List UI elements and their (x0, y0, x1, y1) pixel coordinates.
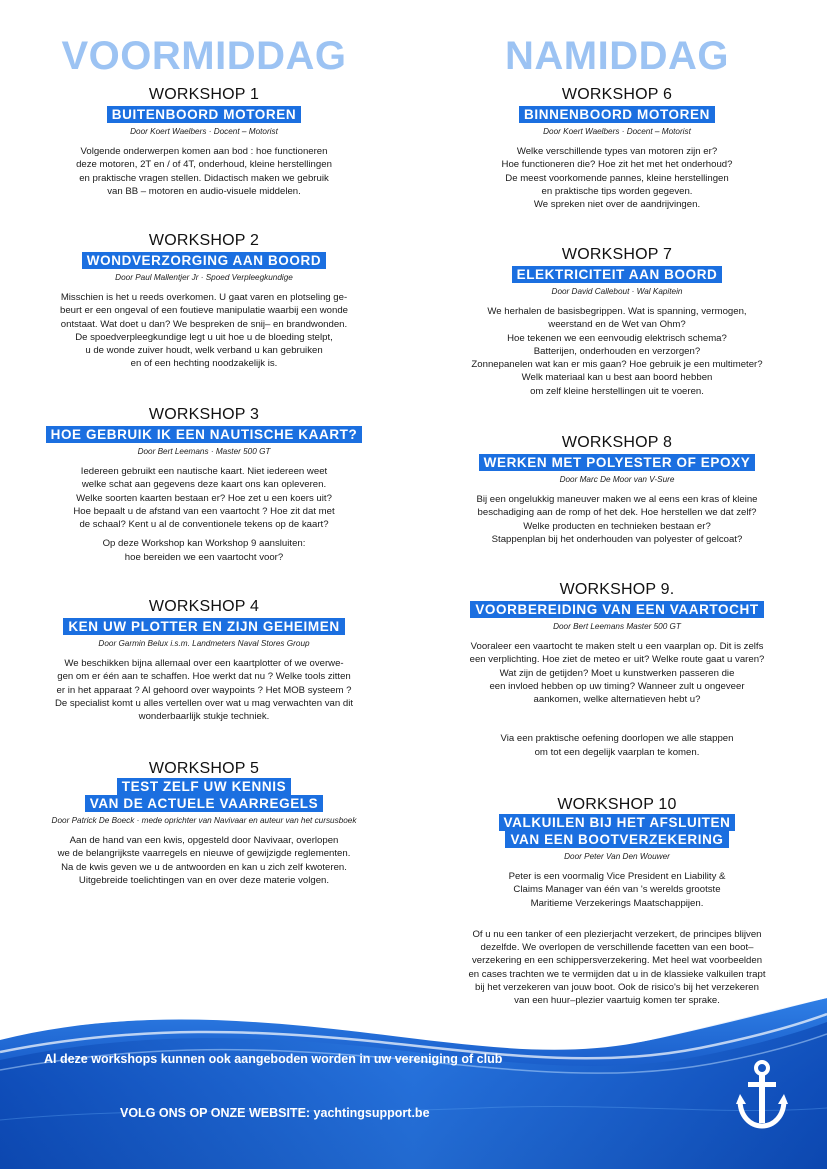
workshop-presenter: Door Paul Mallentjer Jr · Spoed Verpleegkundige (115, 273, 293, 282)
workshop-presenter: Door Koert Waelbers · Docent – Motorist (130, 127, 278, 136)
workshop-description: Volgende onderwerpen komen aan bod : hoe functioneren deze motoren, 2T en / of 4T, onderhoud, kleine herstellingen en praktische vragen stellen. Didactisch maken we gebruik van BB – motoren en audio-visuele middelen. (76, 146, 332, 197)
workshop-title: WORKSHOP 6 (561, 86, 673, 103)
workshop-description: We herhalen de basisbegrippen. Wat is spanning, vermogen, weerstand en de Wet van Ohm? Hoe tekenen we een eenvoudig elektrisch schema? Batterijen, onderhouden en verzorgen? Zonnepanelen wat kan er mis gaan? Hoe gebruik je een multimeter? Welk materiaal kan u best aan boord hebben om zelf kleine herstellingen uit te voeren. (471, 306, 763, 397)
workshop-description: Bij een ongelukkig maneuver maken we al eens een kras of kleine beschadiging aan de romp of het dek. Hoe herstellen we dat zelf? Welke producten en technieken bestaan er? Stappenplan bij het onderhouden van polyester of gelcoat? (476, 494, 758, 545)
anchor-icon (736, 1060, 788, 1132)
workshop-title: WORKSHOP 7 (561, 246, 673, 263)
workshop-title: WORKSHOP 8 (561, 434, 673, 451)
column-heading: NAMIDDAG (505, 34, 729, 78)
footer-website[interactable]: VOLG ONS OP ONZE WEBSITE: yachtingsupport.be (120, 1106, 430, 1120)
workshop-presenter: Door Marc De Moor van V-Sure (559, 475, 675, 484)
workshop-title: WORKSHOP 9. (559, 581, 675, 598)
workshop-presenter: Door Bert Leemans Master 500 GT (553, 622, 681, 631)
workshop-title: WORKSHOP 1 (148, 86, 260, 103)
workshop-6 (427, 86, 807, 211)
workshop-title: WORKSHOP 3 (148, 406, 260, 423)
footer-note: Al deze workshops kunnen ook aangeboden worden in uw vereniging of club (44, 1052, 503, 1066)
workshop-2 (14, 232, 394, 371)
workshop-subtitle (14, 778, 394, 812)
workshop-presenter: Door Bert Leemans · Master 500 GT (137, 447, 271, 456)
workshop-description: Aan de hand van een kwis, opgesteld door Navivaar, overlopen we de belangrijkste vaarregels en nieuwe of gewijzigde reglementen. Na de kwis geven we u de antwoorden en kan u zich zelf kwoteren. Uitgebreide toelichtingen van en over deze materie volgen. (57, 835, 351, 886)
workshop-title: WORKSHOP 10 (557, 796, 677, 813)
workshop-presenter: Door Peter Van Den Wouwer (564, 852, 670, 861)
workshop-subtitle: ELEKTRICITEIT AAN BOORD (512, 266, 723, 283)
workshop-subtitle-line: VAN DE ACTUELE VAARREGELS (85, 795, 324, 812)
workshop-presenter: Door David Callebout · Wal Kapitein (551, 287, 683, 296)
workshop-4 (14, 598, 394, 723)
workshop-description: Misschien is het u reeds overkomen. U gaat varen en plotseling ge- beurt er een ongeval of een foutieve manipulatie waarbij een wonde ontstaat. Wat doet u dan? We bespreken de snij– en brandwonden. De spoedverpleegkundige legt u uit hoe u de bloeding stelpt, u de wonde zuiver houdt, welk verband u kan gebruiken en of een hechting noodzakelijk is. (59, 292, 348, 370)
workshop-3 (14, 406, 394, 564)
workshop-subtitle: BUITENBOORD MOTOREN (107, 106, 301, 123)
workshop-7 (427, 246, 807, 398)
workshop-description: Peter is een voormalig Vice President en Liability & Claims Manager van één van 's werelds grootste Maritieme Verzekerings Maatschappijen. Of u nu een tanker of een plezierjacht verzekert, de principes blijven dezelfde. We overlopen de verschillende facetten van een boot– verzekering en een schippersverzekering. Met heel wat voorbeelden en cases trachten we te vermijden dat u in de klassieke valkuilen trapt bij het verzekeren van jouw boot. Ook de risico's bij het verzekeren van een huur–plezier vaartuig komen ter sprake. (468, 871, 766, 1007)
workshop-subtitle-line: VAN EEN BOOTVERZEKERING (505, 831, 728, 848)
workshop-subtitle-line: VALKUILEN BIJ HET AFSLUITEN (499, 814, 736, 831)
workshop-subtitle: HOE GEBRUIK IK EEN NAUTISCHE KAART? (46, 426, 363, 443)
workshop-description: Iedereen gebruikt een nautische kaart. Niet iedereen weet welke schat aan gegevens deze kaart ons kan opleveren. Welke soorten kaarten bestaan er? Hoe zet u een koers uit? Hoe bepaalt u de afstand van een vaartocht ? Hoe zit dat met de schaal? Kent u al de conventionele tekens op de kaart? Op deze Workshop kan Workshop 9 aansluiten: hoe bereiden we een vaartocht voor? (73, 466, 335, 563)
column-heading: VOORMIDDAG (61, 34, 347, 78)
workshop-subtitle-line: TEST ZELF UW KENNIS (117, 778, 291, 795)
workshop-subtitle: WONDVERZORGING AAN BOORD (82, 252, 326, 269)
workshop-10 (427, 796, 807, 1008)
workshop-subtitle: WERKEN MET POLYESTER OF EPOXY (479, 454, 756, 471)
workshop-description: Vooraleer een vaartocht te maken stelt u een vaarplan op. Dit is zelfs een verplichting. Hoe ziet de meteo er uit? Welke route gaat u varen? Wat zijn de getijden? Moet u kunstwerken passeren die een invloed hebben op uw timing? Wanneer zult u ongeveer aankomen, welke alternatieven hebt u? Via een praktische oefening doorlopen we alle stappen om tot een degelijk vaarplan te komen. (469, 641, 765, 758)
workshop-subtitle: KEN UW PLOTTER EN ZIJN GEHEIMEN (63, 618, 344, 635)
workshop-presenter: Door Koert Waelbers · Docent – Motorist (543, 127, 691, 136)
workshop-subtitle: VOORBEREIDING VAN EEN VAARTOCHT (470, 601, 763, 618)
workshop-9 (427, 581, 807, 759)
workshop-presenter: Door Patrick De Boeck · mede oprichter van Navivaar en auteur van het cursusboek (51, 816, 357, 825)
workshop-description: We beschikken bijna allemaal over een kaartplotter of we overwe- gen om er één aan te schaffen. Hoe werkt dat nu ? Welke tools zitten er in het apparaat ? Al gehoord over waypoints ? Het MOB systeem ? De specialist komt u alles vertellen over wat u mag verwachten van dit wonderbaarlijk stukje techniek. (54, 658, 354, 723)
workshop-subtitle: BINNENBOORD MOTOREN (519, 106, 715, 123)
workshop-description: Welke verschillende types van motoren zijn er? Hoe functioneren die? Hoe zit het met het onderhoud? De meest voorkomende pannes, kleine herstellingen en praktische tips worden gegeven. We spreken niet over de aandrijvingen. (501, 146, 733, 211)
workshop-8 (427, 434, 807, 546)
sea-wave-background (0, 990, 827, 1169)
workshop-subtitle (427, 814, 807, 848)
workshop-title: WORKSHOP 5 (148, 760, 260, 777)
workshop-title: WORKSHOP 2 (148, 232, 260, 249)
workshop-title: WORKSHOP 4 (148, 598, 260, 615)
workshop-5 (14, 760, 394, 887)
sea-footer (0, 990, 827, 1169)
workshop-1 (14, 86, 394, 198)
workshop-presenter: Door Garmin Belux i.s.m. Landmeters Naval Stores Group (98, 639, 310, 648)
